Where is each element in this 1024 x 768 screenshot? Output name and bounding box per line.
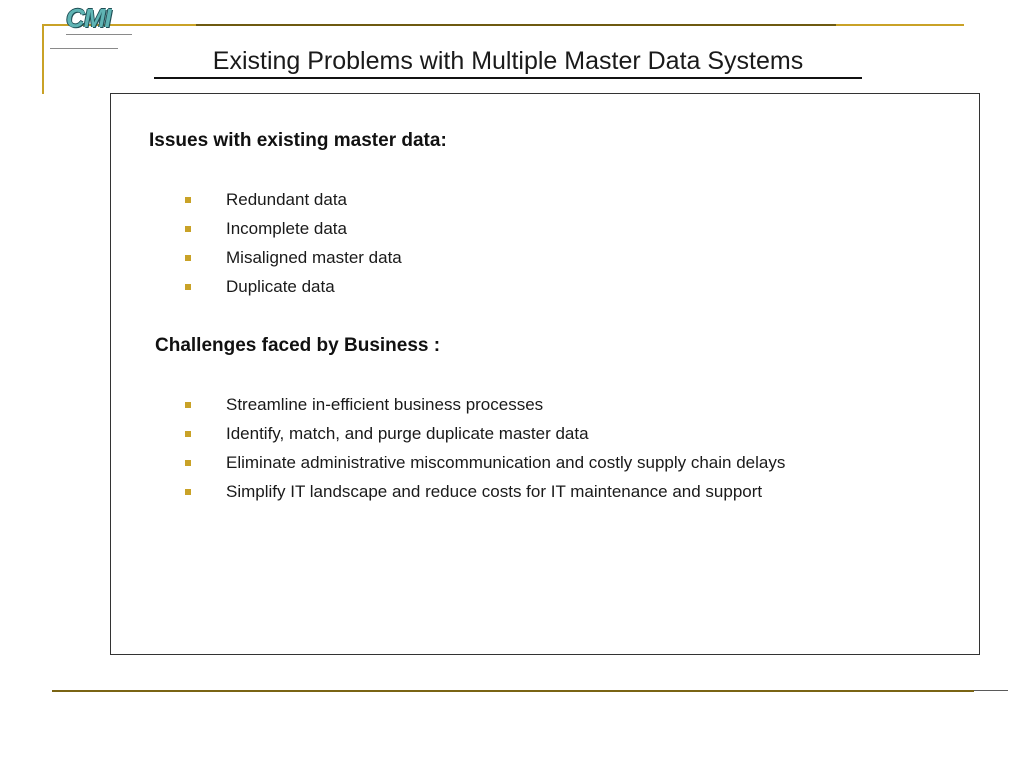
list-item-text: Identify, match, and purge duplicate master data: [226, 424, 589, 443]
list-item: [185, 423, 785, 452]
list-item: [185, 189, 402, 218]
list-item: [185, 218, 402, 247]
list-item-text: Eliminate administrative miscommunication and costly supply chain delays: [226, 453, 786, 472]
square-bullet-icon: [185, 284, 191, 290]
bottom-rule-extension: [974, 690, 1008, 691]
section-heading-issues: Issues with existing master data:: [149, 130, 447, 151]
list-item-text: Incomplete data: [226, 219, 347, 238]
cmi-logo: [66, 4, 132, 35]
bottom-gold-rule: [52, 690, 974, 692]
list-item-text: Redundant data: [226, 190, 347, 209]
title-underline: [154, 77, 862, 79]
square-bullet-icon: [185, 431, 191, 437]
square-bullet-icon: [185, 489, 191, 495]
logo-rule: [66, 34, 132, 35]
top-dark-rule: [196, 24, 836, 26]
issues-list: [185, 189, 402, 305]
slide-title: Existing Problems with Multiple Master Data Systems: [212, 47, 804, 75]
list-item-text: Simplify IT landscape and reduce costs for IT maintenance and support: [226, 482, 763, 501]
list-item-text: Misaligned master data: [226, 248, 402, 267]
list-item-text: Streamline in-efficient business processes: [226, 395, 544, 414]
logo-text: CMI: [66, 3, 111, 33]
list-item: [185, 276, 402, 305]
list-item: [185, 394, 785, 423]
square-bullet-icon: [185, 255, 191, 261]
logo-underline: [50, 48, 118, 49]
square-bullet-icon: [185, 460, 191, 466]
square-bullet-icon: [185, 197, 191, 203]
section-heading-challenges: Challenges faced by Business :: [155, 335, 441, 356]
left-gold-rule: [42, 24, 44, 94]
challenges-list: [185, 394, 785, 510]
list-item-text: Duplicate data: [226, 277, 335, 296]
list-item: [185, 481, 785, 510]
list-item: [185, 247, 402, 276]
content-box: [110, 93, 980, 655]
square-bullet-icon: [185, 402, 191, 408]
list-item: [185, 452, 785, 481]
square-bullet-icon: [185, 226, 191, 232]
